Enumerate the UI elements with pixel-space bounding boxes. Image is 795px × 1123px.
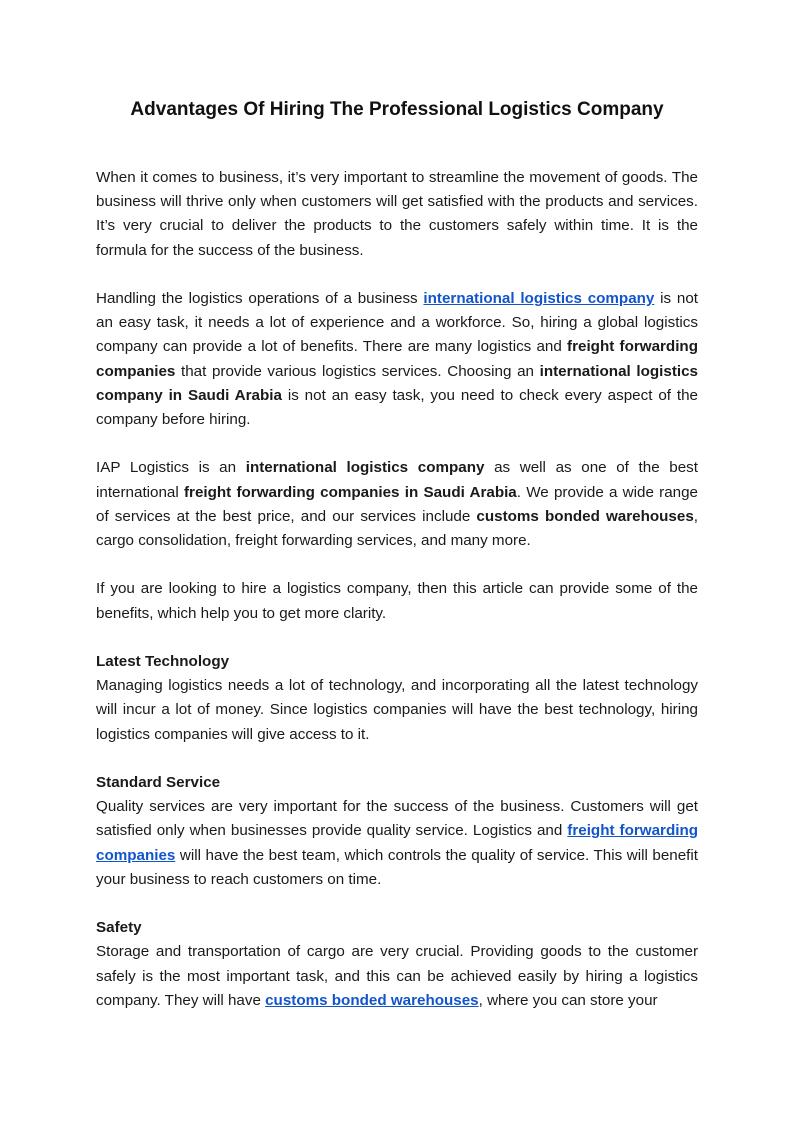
section-text: Storage and transportation of cargo are very crucial. Providing goods to the customer safely is the most important task, and this can be achieved easily by hiring a logistics company. They will have bbox=[96, 943, 698, 1009]
text-span: Handling the logistics operations of a business bbox=[96, 290, 424, 307]
handling-paragraph bbox=[96, 287, 698, 432]
text-span: is not an easy task, you need to check every aspect of the company before hiring. bbox=[96, 386, 698, 429]
text-span: is not an easy task, it needs a lot of experience and a workforce. So, hiring a global logistics company can provide a lot of benefits. There are many logistics and bbox=[96, 290, 698, 356]
bold-phrase: international logistics company in Saudi Arabia bbox=[96, 362, 698, 404]
text-span: as well as one of the best international bbox=[96, 459, 698, 501]
section-standard-service bbox=[96, 771, 698, 892]
text-span: If you are looking to hire a logistics company, then this article can provide some of the benefits, which help you to get more clarity. bbox=[96, 580, 698, 622]
section-text: , where you can store your bbox=[478, 991, 658, 1009]
text-span: . We provide a wide range of services at the best price, and our services include bbox=[96, 483, 698, 525]
section-heading: Standard Service bbox=[96, 774, 221, 791]
section-heading: Latest Technology bbox=[96, 653, 230, 670]
page-title: Advantages Of Hiring The Professional Logistics Company bbox=[130, 99, 664, 120]
benefits-intro-paragraph bbox=[96, 577, 698, 625]
text-span: , cargo consolidation, freight forwarding services, and many more. bbox=[96, 507, 698, 550]
international-logistics-company-link[interactable]: international logistics company bbox=[423, 290, 655, 307]
iap-paragraph bbox=[96, 456, 698, 553]
text-span: that provide various logistics services. Choosing an bbox=[175, 362, 540, 380]
section-text: will have the best team, which controls the quality of service. This will benefit your business to reach customers on time. bbox=[96, 846, 698, 888]
intro-paragraph bbox=[96, 166, 698, 263]
bold-phrase: freight forwarding companies in Saudi Arabia bbox=[183, 483, 517, 501]
freight-forwarding-companies-link[interactable]: freight forwarding companies bbox=[96, 822, 699, 864]
section-heading: Safety bbox=[96, 919, 142, 937]
intro-text: When it comes to business, it’s very important to streamline the movement of goods. The business will thrive only when customers will get satisfied with the products and services. It’s very crucial to deliver the products to the customers safely within time. It is the formula for the success of the business. bbox=[96, 169, 698, 259]
section-text: Managing logistics needs a lot of technology, and incorporating all the latest technology will incur a lot of money. Since logistics companies will have the best technology, hiring logistics companies will give access to it. bbox=[96, 677, 698, 743]
section-safety bbox=[96, 916, 698, 1013]
bold-phrase: international logistics company bbox=[245, 459, 485, 477]
customs-bonded-warehouses-link[interactable]: customs bonded warehouses bbox=[265, 991, 479, 1009]
bold-phrase: freight forwarding companies bbox=[96, 338, 698, 380]
document-page bbox=[96, 96, 698, 1013]
section-latest-technology bbox=[96, 650, 698, 747]
section-text: Quality services are very important for the success of the business. Customers will get satisfied only when businesses provide quality service. Logistics and bbox=[96, 798, 698, 840]
bold-phrase: customs bonded warehouses bbox=[476, 507, 694, 525]
text-span: IAP Logistics is an bbox=[96, 459, 246, 477]
